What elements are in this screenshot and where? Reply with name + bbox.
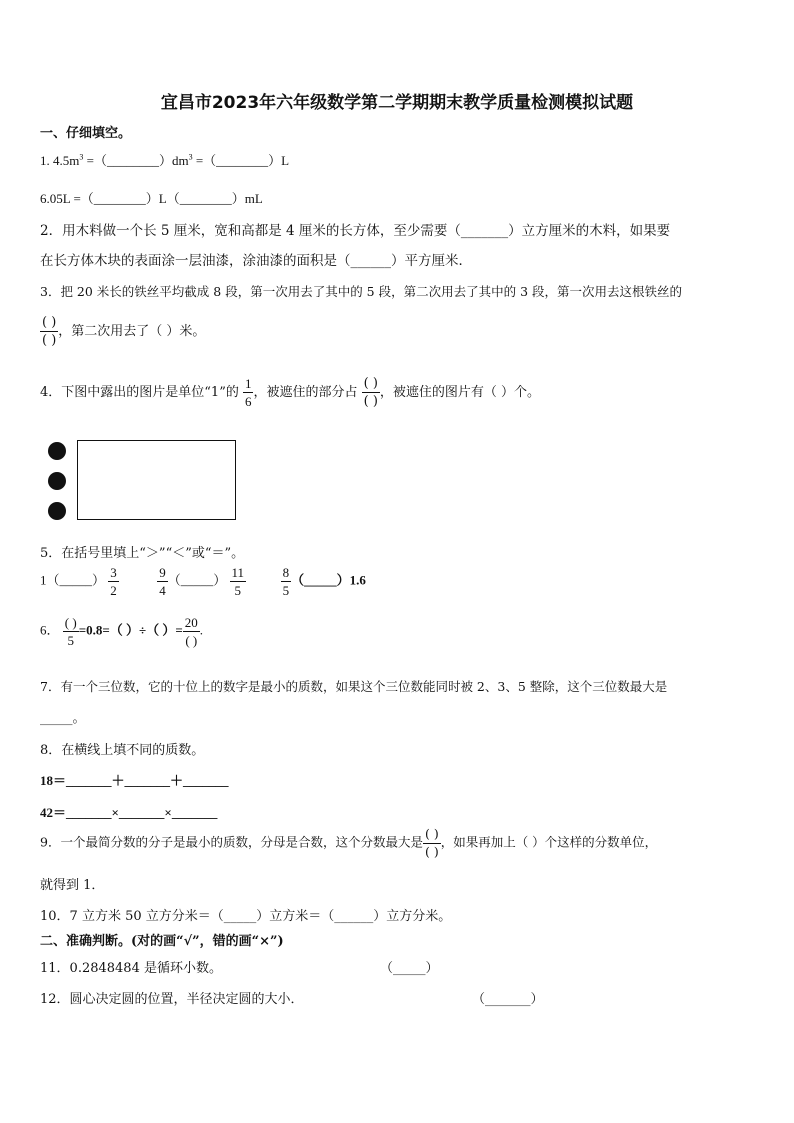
q6-f2-num: 20 — [184, 615, 198, 630]
q4-fraction-1-numerator: 1 — [244, 376, 252, 391]
q5-f1-num: 3 — [110, 565, 117, 580]
q5-f3-den: 5 — [234, 583, 242, 598]
section-2-heading: 二、准确判断。(对的画“√”，错的画“×”) — [40, 934, 284, 949]
question-7-line-1: 7．有一个三位数，它的十位上的数字是最小的质数，如果这个三位数能同时被 2、3、5 整除，这个三位数最大是 — [40, 679, 668, 694]
q6-f1-den: 5 — [67, 633, 74, 648]
q4-text-c: ，被遮住的图片有（ ）个。 — [379, 385, 541, 400]
black-dot-2 — [48, 472, 66, 490]
section-1-heading: 一、仔细填空。 — [40, 126, 132, 141]
question-11-answer-blank[interactable]: （_____） — [380, 961, 439, 976]
q5-part-2: （_____） — [167, 572, 227, 588]
page-title: 宜昌市2023年六年级数学第二学期期末教学质量检测模拟试题 — [160, 93, 634, 113]
q5-f4-den: 5 — [282, 583, 290, 598]
q4-text-a: 4．下图中露出的图片是单位“1”的 — [40, 385, 239, 400]
q4-fraction-2-numerator: ( ) — [363, 376, 378, 391]
q4-fraction-1-bar — [243, 392, 254, 393]
q4-fraction-2-bar — [362, 392, 380, 393]
q9-fraction-num: ( ) — [424, 826, 439, 841]
question-5-line-2 — [40, 566, 366, 597]
question-11-text: 11．0.2848484 是循环小数。 — [40, 961, 222, 976]
black-dot-1 — [48, 442, 66, 460]
question-12-text: 12．圆心决定圆的位置，半径决定圆的大小． — [40, 992, 304, 1007]
question-5-line-1: 5．在括号里填上“＞”“＜”或“＝”。 — [40, 546, 245, 561]
q6-text-c: . — [199, 622, 204, 638]
question-9-line-2: 就得到 1． — [40, 878, 105, 893]
q5-f1-bar — [108, 581, 119, 582]
question-1-line-1 — [40, 150, 289, 169]
q3-fraction-bar — [40, 331, 58, 332]
q4-fraction-1 — [243, 377, 254, 408]
question-9-line-1 — [40, 828, 657, 858]
q9-fraction — [423, 828, 441, 858]
question-2-line-2: 在长方体木块的表面涂一层油漆，涂油漆的面积是（______）平方厘米． — [40, 253, 472, 269]
q4-text-b: ，被遮住的部分占 — [253, 385, 358, 400]
q9-fraction-den: ( ) — [424, 843, 439, 859]
question-3-line-2 — [40, 316, 205, 347]
question-8-line-1: 8．在横线上填不同的质数。 — [40, 743, 205, 758]
q5-fraction-4 — [281, 566, 292, 597]
q4-fraction-2 — [362, 377, 380, 408]
question-7-line-2: _____。 — [40, 711, 86, 726]
q3-fraction — [40, 316, 58, 347]
q6-f1-bar — [63, 631, 79, 632]
q1-sup-1: 3 — [79, 152, 84, 162]
q6-fraction-1 — [63, 616, 79, 647]
question-2-line-1: 2．用木料做一个长 5 厘米，宽和高都是 4 厘米的长方体，至少需要（_______）立方厘米的木料，如果要 — [40, 223, 671, 239]
q5-f4-bar — [281, 581, 292, 582]
q1-text-a: 1. 4.5m — [40, 153, 80, 168]
question-12-answer-blank[interactable]: （_______） — [472, 992, 544, 1007]
q3-fraction-numerator: ( ) — [42, 315, 57, 330]
q6-f1-num: ( ) — [64, 615, 77, 630]
q1-sup-2: 3 — [188, 152, 193, 162]
question-3-line-1: 3．把 20 米长的铁丝平均截成 8 段，第一次用去了其中的 5 段，第二次用去了其中的 3 段，第一次用去这根铁丝的 — [40, 284, 683, 299]
question-10: 10．7 立方米 50 立方分米＝（_____）立方米＝（______）立方分米。 — [40, 909, 452, 924]
q5-f2-num: 9 — [159, 565, 166, 580]
q6-fraction-2 — [183, 616, 200, 647]
q5-part-1: 1（_____） — [40, 572, 106, 588]
question-4 — [40, 377, 540, 408]
q6-f2-den: ( ) — [185, 633, 198, 648]
q3-fraction-denominator: ( ) — [42, 333, 57, 348]
q5-f4-num: 8 — [282, 565, 290, 580]
black-dot-3 — [48, 502, 66, 520]
q5-f3-bar — [230, 581, 247, 582]
q3-text-2: ，第二次用去了（ ）米。 — [58, 324, 206, 339]
q9-text-b: ，如果再加上（ ）个这样的分数单位， — [440, 834, 658, 850]
q6-f2-bar — [183, 631, 200, 632]
q5-f1-den: 2 — [110, 583, 117, 598]
q5-f3-num: 11 — [231, 565, 245, 580]
q5-fraction-2 — [157, 566, 168, 597]
q9-text-a: 9．一个最简分数的分子是最小的质数，分母是合数，这个分数最大是 — [40, 834, 423, 850]
q4-fraction-1-denominator: 6 — [244, 394, 252, 409]
q6-text-b: =0.8=（ ）÷（ ）= — [78, 622, 183, 638]
q5-fraction-1 — [108, 566, 119, 597]
q5-fraction-3 — [230, 566, 247, 597]
q1-text-b: =（________）dm — [83, 153, 189, 168]
q5-part-3: （_____）1.6 — [291, 572, 366, 588]
cover-rectangle — [77, 440, 236, 520]
question-8-line-3: 42＝_______×_______×_______ — [40, 805, 218, 820]
question-8-line-2: 18＝_______＋_______＋_______ — [40, 773, 229, 788]
q4-fraction-2-denominator: ( ) — [363, 394, 378, 409]
question-6 — [40, 616, 203, 647]
q5-f2-den: 4 — [159, 583, 166, 598]
q5-f2-bar — [157, 581, 168, 582]
question-1-line-2: 6.05L =（________）L（________）mL — [40, 191, 263, 206]
q6-text-a: 6． — [40, 622, 60, 638]
q1-text-c: =（________）L — [192, 153, 290, 168]
